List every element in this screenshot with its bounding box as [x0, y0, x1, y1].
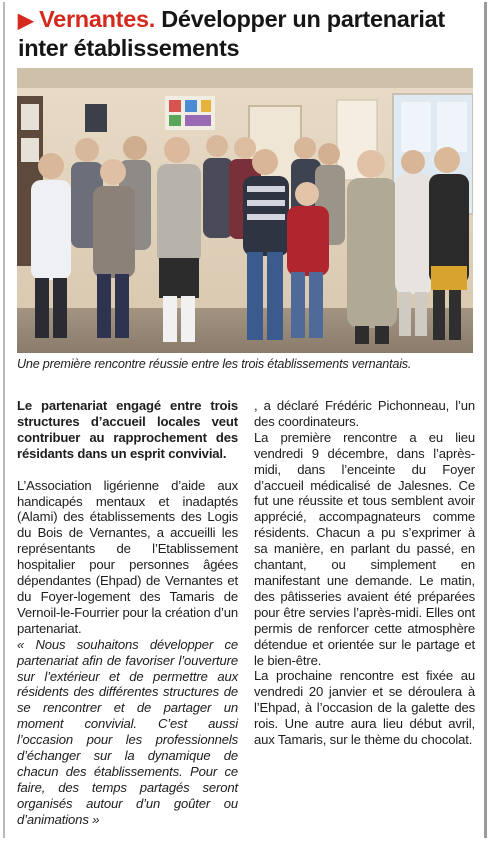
group-photo [17, 68, 473, 353]
headline-title: Développer un partenariat inter établissements [18, 6, 445, 61]
column-left [17, 398, 238, 828]
paragraph-1: L’Association ligérienne d’aide aux handicapés mentaux et inadaptés (Alami) des établissements des Logis du Bois de Vernantes, a accueilli les représentants de l’Etablissement hospitalier pour personnes âgées dépendantes (Ehpad) de Vernantes et du Foyer-logement des Tamaris de Vernoil-le-Fourrier pour la création d’un partenariat. [17, 477, 238, 636]
quote-paragraph: « Nous souhaitons développer ce partenariat afin de favoriser l’ouverture sur l’extérieur et de permettre aux résidents des différentes structures de se rencontrer et de partager un moment convivial. C’est aussi l’occasion pour les professionnels d’échanger sur la dynamique de chacun des établissements. Pour ce faire, des temps partagés seront organisés autour d’un goûter ou d’animations » [17, 636, 238, 827]
paragraph-3: La première rencontre a eu lieu vendredi 9 décembre, dans l’après-midi, dans l’enceinte du Foyer d’accueil médicalisé de Jalesnes. Ce fut une réussite et tous semblent avoir apprécié, accompagnateurs comme résidents. Chacun a pu s’exprimer à sa manière, en parlant du passé, en chantant, ou simplement en manifestant une demande. Le matin, des pâtisseries avaient été préparées pour être servies l’après-midi. Elles ont permis de renforcer cette atmosphère détendue et orientée sur le partage et le bien-être. [254, 429, 475, 668]
headline-place: Vernantes. [39, 6, 155, 32]
headline [18, 6, 483, 62]
column-right [254, 398, 475, 748]
quote-attribution: , a déclaré Frédéric Pichonneau, l’un des coordinateurs. [254, 398, 475, 429]
lead-paragraph: Le partenariat engagé entre trois structures d’accueil locales veut contribuer au rapprochement des résidants dans un esprit convivial. [17, 398, 238, 461]
photo-caption: Une première rencontre réussie entre les trois établissements vernantais. [17, 357, 412, 371]
paragraph-4: La prochaine rencontre est fixée au vendredi 20 janvier et se déroulera à l’Ehpad, à l’occasion de la galette des rois. Une autre aura lieu début avril, aux Tamaris, sur le thème du chocolat. [254, 668, 475, 748]
right-triangle-icon: ▶ [18, 10, 34, 32]
